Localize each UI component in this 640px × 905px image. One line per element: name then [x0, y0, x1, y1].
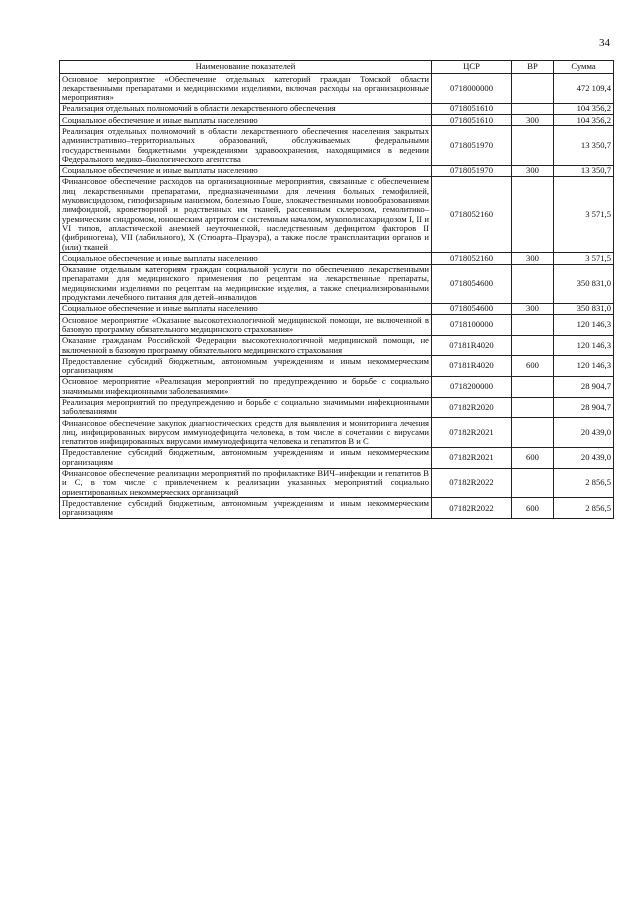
table-cell-name: Финансовое обеспечение реализации мероприятий по профилактике ВИЧ–инфекции и гепатитов В и С, в том числе с привлечением к реализации указанных мероприятий социально ориентированных некоммерческих организаций	[60, 468, 432, 498]
table-cell-csr: 0718054600	[432, 303, 512, 314]
table-header-row	[60, 61, 614, 74]
table-cell-csr: 0718052160	[432, 253, 512, 264]
table-row	[60, 176, 614, 252]
table-row	[60, 356, 614, 377]
table-cell-vr: 600	[512, 447, 554, 468]
table-cell-csr: 07181R4020	[432, 335, 512, 356]
table-row	[60, 264, 614, 303]
table-cell-name: Реализация отдельных полномочий в области лекарственного обеспечения населения закрытых административно–территориальных образований, обслуживаемых федеральными государственными бюджетными учреждениями здравоохранения, находящимися в ведении Федерального медико–биологического агентства	[60, 126, 432, 165]
table-cell-csr: 07182R2022	[432, 498, 512, 519]
table-row	[60, 74, 614, 104]
table-cell-sum: 13 350,7	[554, 126, 614, 165]
table-cell-csr: 0718054600	[432, 264, 512, 303]
column-header-sum: Сумма	[554, 61, 614, 74]
table-cell-csr: 0718051970	[432, 126, 512, 165]
table-cell-name: Социальное обеспечение и иные выплаты населению	[60, 253, 432, 264]
table-cell-csr: 0718100000	[432, 315, 512, 336]
table-cell-sum: 104 356,2	[554, 103, 614, 114]
table-cell-sum: 28 904,7	[554, 376, 614, 397]
table-cell-sum: 350 831,0	[554, 264, 614, 303]
table-cell-name: Социальное обеспечение и иные выплаты населению	[60, 303, 432, 314]
table-row	[60, 126, 614, 165]
table-cell-name: Социальное обеспечение и иные выплаты населению	[60, 165, 432, 176]
table-row	[60, 468, 614, 498]
table-cell-sum: 3 571,5	[554, 176, 614, 252]
table-cell-vr: 600	[512, 356, 554, 377]
table-row	[60, 303, 614, 314]
table-cell-csr: 0718200000	[432, 376, 512, 397]
table-cell-name: Предоставление субсидий бюджетным, автономным учреждениям и иным некоммерческим организациям	[60, 447, 432, 468]
column-header-name: Наименование показателей	[60, 61, 432, 74]
table-cell-name: Основное мероприятие «Оказание высокотехнологичной медицинской помощи, не включенной в базовую программу обязательного медицинского страхования»	[60, 315, 432, 336]
table-cell-sum: 3 571,5	[554, 253, 614, 264]
table-row	[60, 165, 614, 176]
table-row	[60, 418, 614, 448]
table-cell-csr: 0718051610	[432, 115, 512, 126]
table-cell-name: Оказание отдельным категориям граждан социальной услуги по обеспечению лекарственными препаратами для медицинского применения по рецептам на лекарственные препараты, медицинскими изделиями по рецептам на медицинские изделия, а также специализированными продуктами лечебного питания для детей–инвалидов	[60, 264, 432, 303]
table-cell-sum: 20 439,0	[554, 447, 614, 468]
table-row	[60, 498, 614, 519]
table-cell-vr	[512, 126, 554, 165]
table-cell-csr: 07182R2021	[432, 418, 512, 448]
table-cell-vr	[512, 335, 554, 356]
table-row	[60, 115, 614, 126]
table-cell-vr	[512, 397, 554, 418]
table-row	[60, 447, 614, 468]
table-cell-name: Основное мероприятие «Обеспечение отдельных категорий граждан Томской области лекарственными препаратами и медицинскими изделиями, включая расходы на организационные мероприятия»	[60, 74, 432, 104]
table-cell-sum: 13 350,7	[554, 165, 614, 176]
table-cell-vr	[512, 103, 554, 114]
table-row	[60, 335, 614, 356]
table-cell-csr: 0718052160	[432, 176, 512, 252]
table-cell-name: Финансовое обеспечение закупок диагностических средств для выявления и мониторинга лечения лиц, инфицированных вирусом иммунодефицита человека, в том числе в сочетании с вирусами гепатитов инфицированных вирусами иммунодефицита человека и гепатитов В и С	[60, 418, 432, 448]
table-cell-name: Оказание гражданам Российской Федерации высокотехнологичной медицинской помощи, не включенной в базовую программу обязательного медицинского страхования	[60, 335, 432, 356]
table-cell-csr: 07181R4020	[432, 356, 512, 377]
table-cell-vr	[512, 418, 554, 448]
table-cell-csr: 0718000000	[432, 74, 512, 104]
page-number: 34	[599, 37, 610, 49]
table-cell-sum: 2 856,5	[554, 498, 614, 519]
table-cell-csr: 07182R2021	[432, 447, 512, 468]
table-row	[60, 397, 614, 418]
table-cell-name: Предоставление субсидий бюджетным, автономным учреждениям и иным некоммерческим организациям	[60, 498, 432, 519]
table-cell-vr	[512, 315, 554, 336]
column-header-vr: ВР	[512, 61, 554, 74]
table-cell-vr	[512, 468, 554, 498]
table-cell-vr: 600	[512, 498, 554, 519]
table-cell-vr	[512, 264, 554, 303]
table-cell-vr: 300	[512, 303, 554, 314]
table-cell-vr	[512, 376, 554, 397]
table-cell-csr: 07182R2022	[432, 468, 512, 498]
table-row	[60, 315, 614, 336]
budget-table	[59, 60, 614, 519]
table-cell-vr: 300	[512, 253, 554, 264]
table-cell-name: Основное мероприятие «Реализация мероприятий по предупреждению и борьбе с социально значимыми инфекционными заболеваниями»	[60, 376, 432, 397]
table-cell-vr: 300	[512, 165, 554, 176]
table-cell-name: Реализация отдельных полномочий в области лекарственного обеспечения	[60, 103, 432, 114]
table-cell-csr: 0718051970	[432, 165, 512, 176]
table-cell-sum: 20 439,0	[554, 418, 614, 448]
table-cell-sum: 28 904,7	[554, 397, 614, 418]
table-cell-name: Социальное обеспечение и иные выплаты населению	[60, 115, 432, 126]
table-cell-sum: 350 831,0	[554, 303, 614, 314]
table-cell-name: Предоставление субсидий бюджетным, автономным учреждениям и иным некоммерческим организациям	[60, 356, 432, 377]
table-cell-sum: 104 356,2	[554, 115, 614, 126]
table-cell-vr: 300	[512, 115, 554, 126]
table-cell-csr: 07182R2020	[432, 397, 512, 418]
table-cell-name: Финансовое обеспечение расходов на организационные мероприятия, связанные с обеспечением лиц лекарственными препаратами, предназначенными для лечения больных гемофилией, муковисцидозом, гипофизарным нанизмом, болезнью Гоше, злокачественными новообразованиями лимфоидной, кроветворной и родственных им тканей, рассеянным склерозом, гемолитико–уремическим синдромом, юношеским артритом с системным началом, мукополисахаридозом I, II и VI типов, апластической анемией неуточненной, наследственным дефицитом факторов II (фибриногена), VII (лабильного), X (Стюарта–Прауэра), а также после трансплантации органов и (или) тканей	[60, 176, 432, 252]
column-header-csr: ЦСР	[432, 61, 512, 74]
table-cell-vr	[512, 176, 554, 252]
table-cell-sum: 120 146,3	[554, 356, 614, 377]
table-row	[60, 376, 614, 397]
table-cell-name: Реализация мероприятий по предупреждению и борьбе с социально значимыми инфекционными заболеваниями	[60, 397, 432, 418]
table-row	[60, 103, 614, 114]
table-cell-sum: 120 146,3	[554, 315, 614, 336]
table-row	[60, 253, 614, 264]
table-cell-csr: 0718051610	[432, 103, 512, 114]
table-cell-vr	[512, 74, 554, 104]
table-cell-sum: 2 856,5	[554, 468, 614, 498]
table-cell-sum: 120 146,3	[554, 335, 614, 356]
table-body	[60, 74, 614, 519]
table-cell-sum: 472 109,4	[554, 74, 614, 104]
